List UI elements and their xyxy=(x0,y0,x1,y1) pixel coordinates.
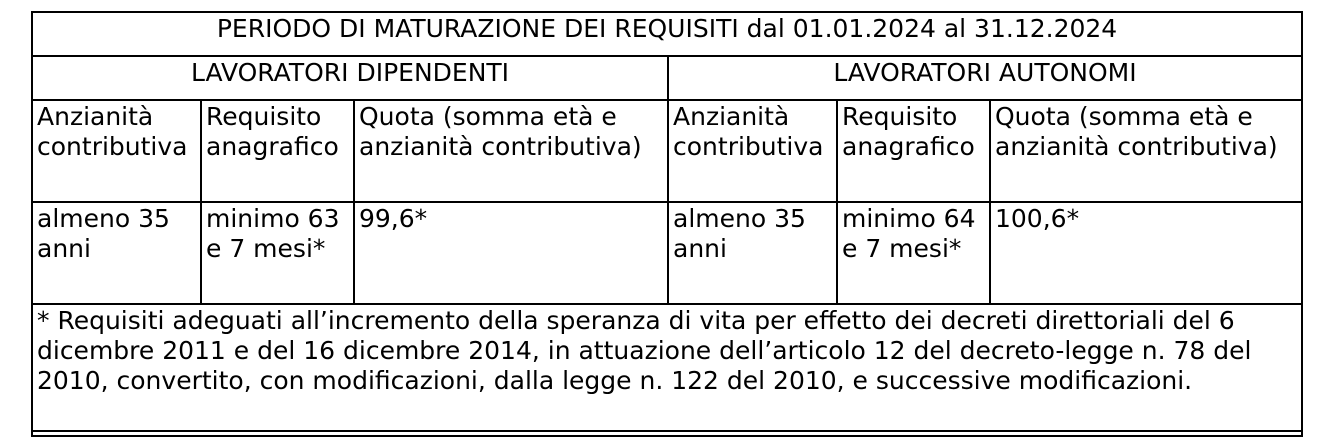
cell-quota-dipendenti: 99,6* xyxy=(354,202,668,304)
column-header-anzianita-autonomi: Anzianità contributiva xyxy=(668,100,837,202)
cell-requisito-autonomi: minimo 64 e 7 mesi* xyxy=(837,202,990,304)
group-row xyxy=(32,56,1302,100)
group-header-dipendenti: LAVORATORI DIPENDENTI xyxy=(32,56,668,100)
table-bottom-border xyxy=(31,430,1301,432)
header-row xyxy=(32,100,1302,202)
table-row xyxy=(32,202,1302,304)
cell-quota-autonomi: 100,6* xyxy=(990,202,1302,304)
footnote: * Requisiti adeguati all’incremento della speranza di vita per effetto dei decreti direttoriali del 6 dicembre 2011 e del 16 dicembre 2014, in attuazione dell’articolo 12 del decreto-legge n. 78 del 2010, convertito, con modificazioni, dalla legge n. 122 del 2010, e successive modificazioni. xyxy=(32,304,1302,436)
column-header-requisito-dipendenti: Requisito anagrafico xyxy=(201,100,354,202)
group-header-autonomi: LAVORATORI AUTONOMI xyxy=(668,56,1302,100)
cell-anzianita-dipendenti: almeno 35 anni xyxy=(32,202,201,304)
requirements-table xyxy=(31,11,1303,437)
column-header-requisito-autonomi: Requisito anagrafico xyxy=(837,100,990,202)
footnote-row xyxy=(32,304,1302,436)
column-header-quota-dipendenti: Quota (somma età e anzianità contributiva) xyxy=(354,100,668,202)
column-header-quota-autonomi: Quota (somma età e anzianità contributiva) xyxy=(990,100,1302,202)
cell-requisito-dipendenti: minimo 63 e 7 mesi* xyxy=(201,202,354,304)
title-row xyxy=(32,12,1302,56)
column-header-anzianita-dipendenti: Anzianità contributiva xyxy=(32,100,201,202)
table-title: PERIODO DI MATURAZIONE DEI REQUISITI dal 01.01.2024 al 31.12.2024 xyxy=(32,12,1302,56)
cell-anzianita-autonomi: almeno 35 anni xyxy=(668,202,837,304)
